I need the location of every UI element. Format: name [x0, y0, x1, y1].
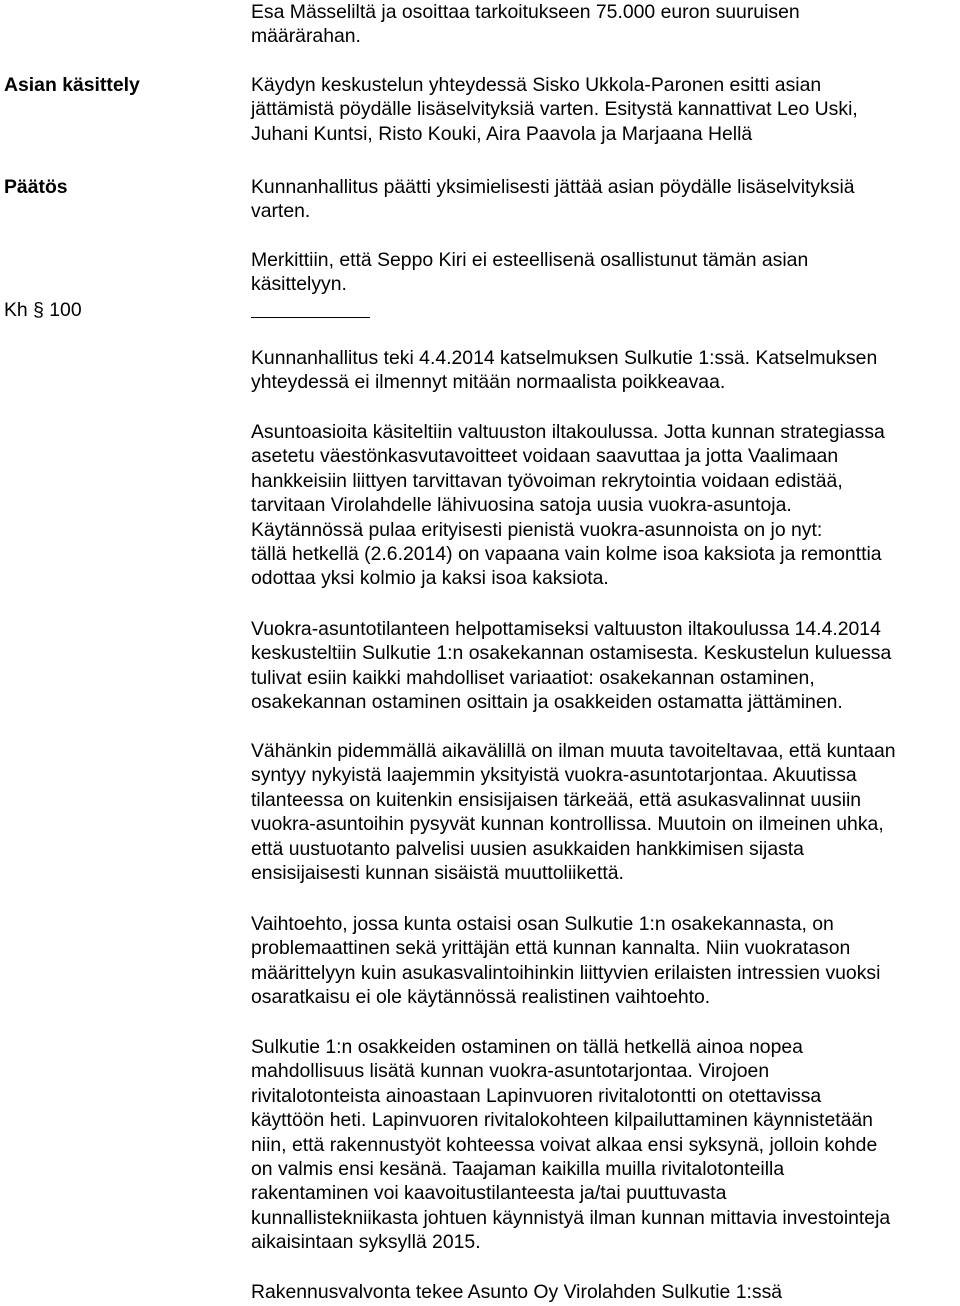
text-line: yhteydessä ei ilmennyt mitään normaalista poikkeavaa. [251, 371, 726, 394]
text-line: Esa Mässeliltä ja osoittaa tarkoitukseen 75.000 euron suuruisen [251, 1, 800, 23]
text-line: Kunnanhallitus teki 4.4.2014 katselmuksen Sulkutie 1:ssä. Katselmuksen [251, 347, 878, 369]
text-line: rakentaminen voi kaavoitustilanteesta ja/tai puuttuvasta [251, 1182, 727, 1205]
text-line: tulivat esiin kaikki mahdolliset variaatiot: osakekannan ostaminen, [251, 666, 815, 689]
text-line: aikaisintaan syksyllä 2015. [251, 1231, 481, 1254]
text-line: syntyy nykyistä laajemmin yksityistä vuokra-asuntotarjontaa. Akuutissa [251, 764, 857, 787]
text-line: käyttöön heti. Lapinvuoren rivitalokohteen kilpailuttaminen käynnistetään [251, 1109, 873, 1132]
text-line: keskusteltiin Sulkutie 1:n osakekannan ostamisesta. Keskustelun kuluessa [251, 642, 892, 665]
text-line: ensisijaisesti kunnan sisäistä muuttoliikettä. [251, 861, 624, 884]
paragraph-esteellisyys [251, 248, 960, 297]
text-line: Käytännössä pulaa erityisesti pienistä vuokra-asunnoista on jo nyt: [251, 518, 823, 541]
paragraph-osakkeiden-ostaminen [251, 1035, 960, 1255]
paragraph-asian-kasittely [251, 73, 960, 146]
text-line: Vuokra-asuntotilanteen helpottamiseksi valtuuston iltakoulussa 14.4.2014 [251, 618, 881, 640]
section-label-kh-100: Kh § 100 [4, 299, 82, 321]
text-line: jättämistä pöydälle lisäselvityksiä varten. Esitystä kannattivat Leo Uski, [251, 98, 858, 121]
paragraph-katselmus [251, 346, 960, 395]
paragraph-vuokra-asuntotilanne [251, 617, 960, 715]
text-line: mahdollisuus lisätä kunnan vuokra-asuntotarjontaa. Virojoen [251, 1060, 770, 1083]
text-line: odottaa yksi kolmio ja kaksi isoa kaksiota. [251, 567, 609, 590]
text-line: vuokra-asuntoihin pysyvät kunnan kontrollissa. Muutoin on ilmeinen uhka, [251, 813, 884, 836]
text-line: määrärahan. [251, 25, 361, 48]
section-label-asian-kasittely: Asian käsittely [4, 74, 140, 96]
text-line: problemaattinen sekä yrittäjän että kunnan kannalta. Niin vuokratason [251, 937, 851, 960]
paragraph-rakennusvalvonta [251, 1280, 960, 1304]
paragraph-pidempi-aikavali [251, 739, 960, 885]
text-line: asetetu väestönkasvutavoitteet voidaan saavuttaa ja jotta Vaalimaan [251, 445, 839, 468]
text-line: Sulkutie 1:n osakkeiden ostaminen on tällä hetkellä ainoa nopea [251, 1036, 803, 1058]
text-line: Rakennusvalvonta tekee Asunto Oy Virolahden Sulkutie 1:ssä [251, 1281, 783, 1303]
text-line: osaratkaisu ei ole käytännössä realistinen vaihtoehto. [251, 986, 711, 1009]
section-divider [251, 317, 370, 318]
text-line: Käydyn keskustelun yhteydessä Sisko Ukkola-Paronen esitti asian [251, 74, 822, 96]
paragraph-paatos [251, 175, 960, 224]
text-line: Vaihtoehto, jossa kunta ostaisi osan Sulkutie 1:n osakekannasta, on [251, 913, 834, 935]
text-line: käsittelyyn. [251, 273, 347, 296]
text-line: tilanteessa on kuitenkin ensisijaisen tärkeää, että asukasvalinnat uusiin [251, 788, 862, 811]
text-line: niin, että rakennustyöt kohteessa voivat alkaa ensi syksynä, jolloin kohde [251, 1133, 878, 1156]
text-line: Asuntoasioita käsiteltiin valtuuston iltakoulussa. Jotta kunnan strategiassa [251, 421, 885, 443]
paragraph-asuntoasiat [251, 420, 960, 591]
text-line: Kunnanhallitus päätti yksimielisesti jättää asian pöydälle lisäselvityksiä [251, 176, 855, 198]
text-line: kunnallistekniikasta johtuen käynnistyä ilman kunnan mittavia investointeja [251, 1206, 891, 1229]
text-line: on valmis ensi kesänä. Taajaman kaikilla muilla rivitalotonteilla [251, 1157, 785, 1180]
section-label-paatos: Päätös [4, 176, 68, 198]
text-line: Vähänkin pidemmällä aikavälillä on ilman muuta tavoiteltavaa, että kuntaan [251, 740, 896, 762]
paragraph-maararaha [251, 0, 960, 49]
text-line: hankkeisiin liittyen tarvittavan työvoiman rekrytointia voidaan edistää, [251, 469, 843, 492]
text-line: Juhani Kuntsi, Risto Kouki, Aira Paavola ja Marjaana Hellä [251, 122, 753, 145]
text-line: osakekannan ostaminen osittain ja osakkeiden ostamatta jättäminen. [251, 691, 843, 714]
text-line: Merkittiin, että Seppo Kiri ei esteellisenä osallistunut tämän asian [251, 249, 809, 271]
text-line: tällä hetkellä (2.6.2014) on vapaana vain kolme isoa kaksiota ja remonttia [251, 542, 882, 565]
text-line: rivitalotonteista ainoastaan Lapinvuoren rivitalotontti on otettavissa [251, 1084, 822, 1107]
text-line: tarvitaan Virolahdelle lähivuosina satoja uusia vuokra-asuntoja. [251, 494, 792, 517]
text-line: varten. [251, 200, 311, 223]
paragraph-vaihtoehto [251, 912, 960, 1010]
text-line: että uustuotanto palvelisi uusien asukkaiden hankkimisen sijasta [251, 837, 804, 860]
text-line: määrittelyyn kuin asukasvalintoihinkin liittyvien erilaisten intressien vuoksi [251, 961, 881, 984]
